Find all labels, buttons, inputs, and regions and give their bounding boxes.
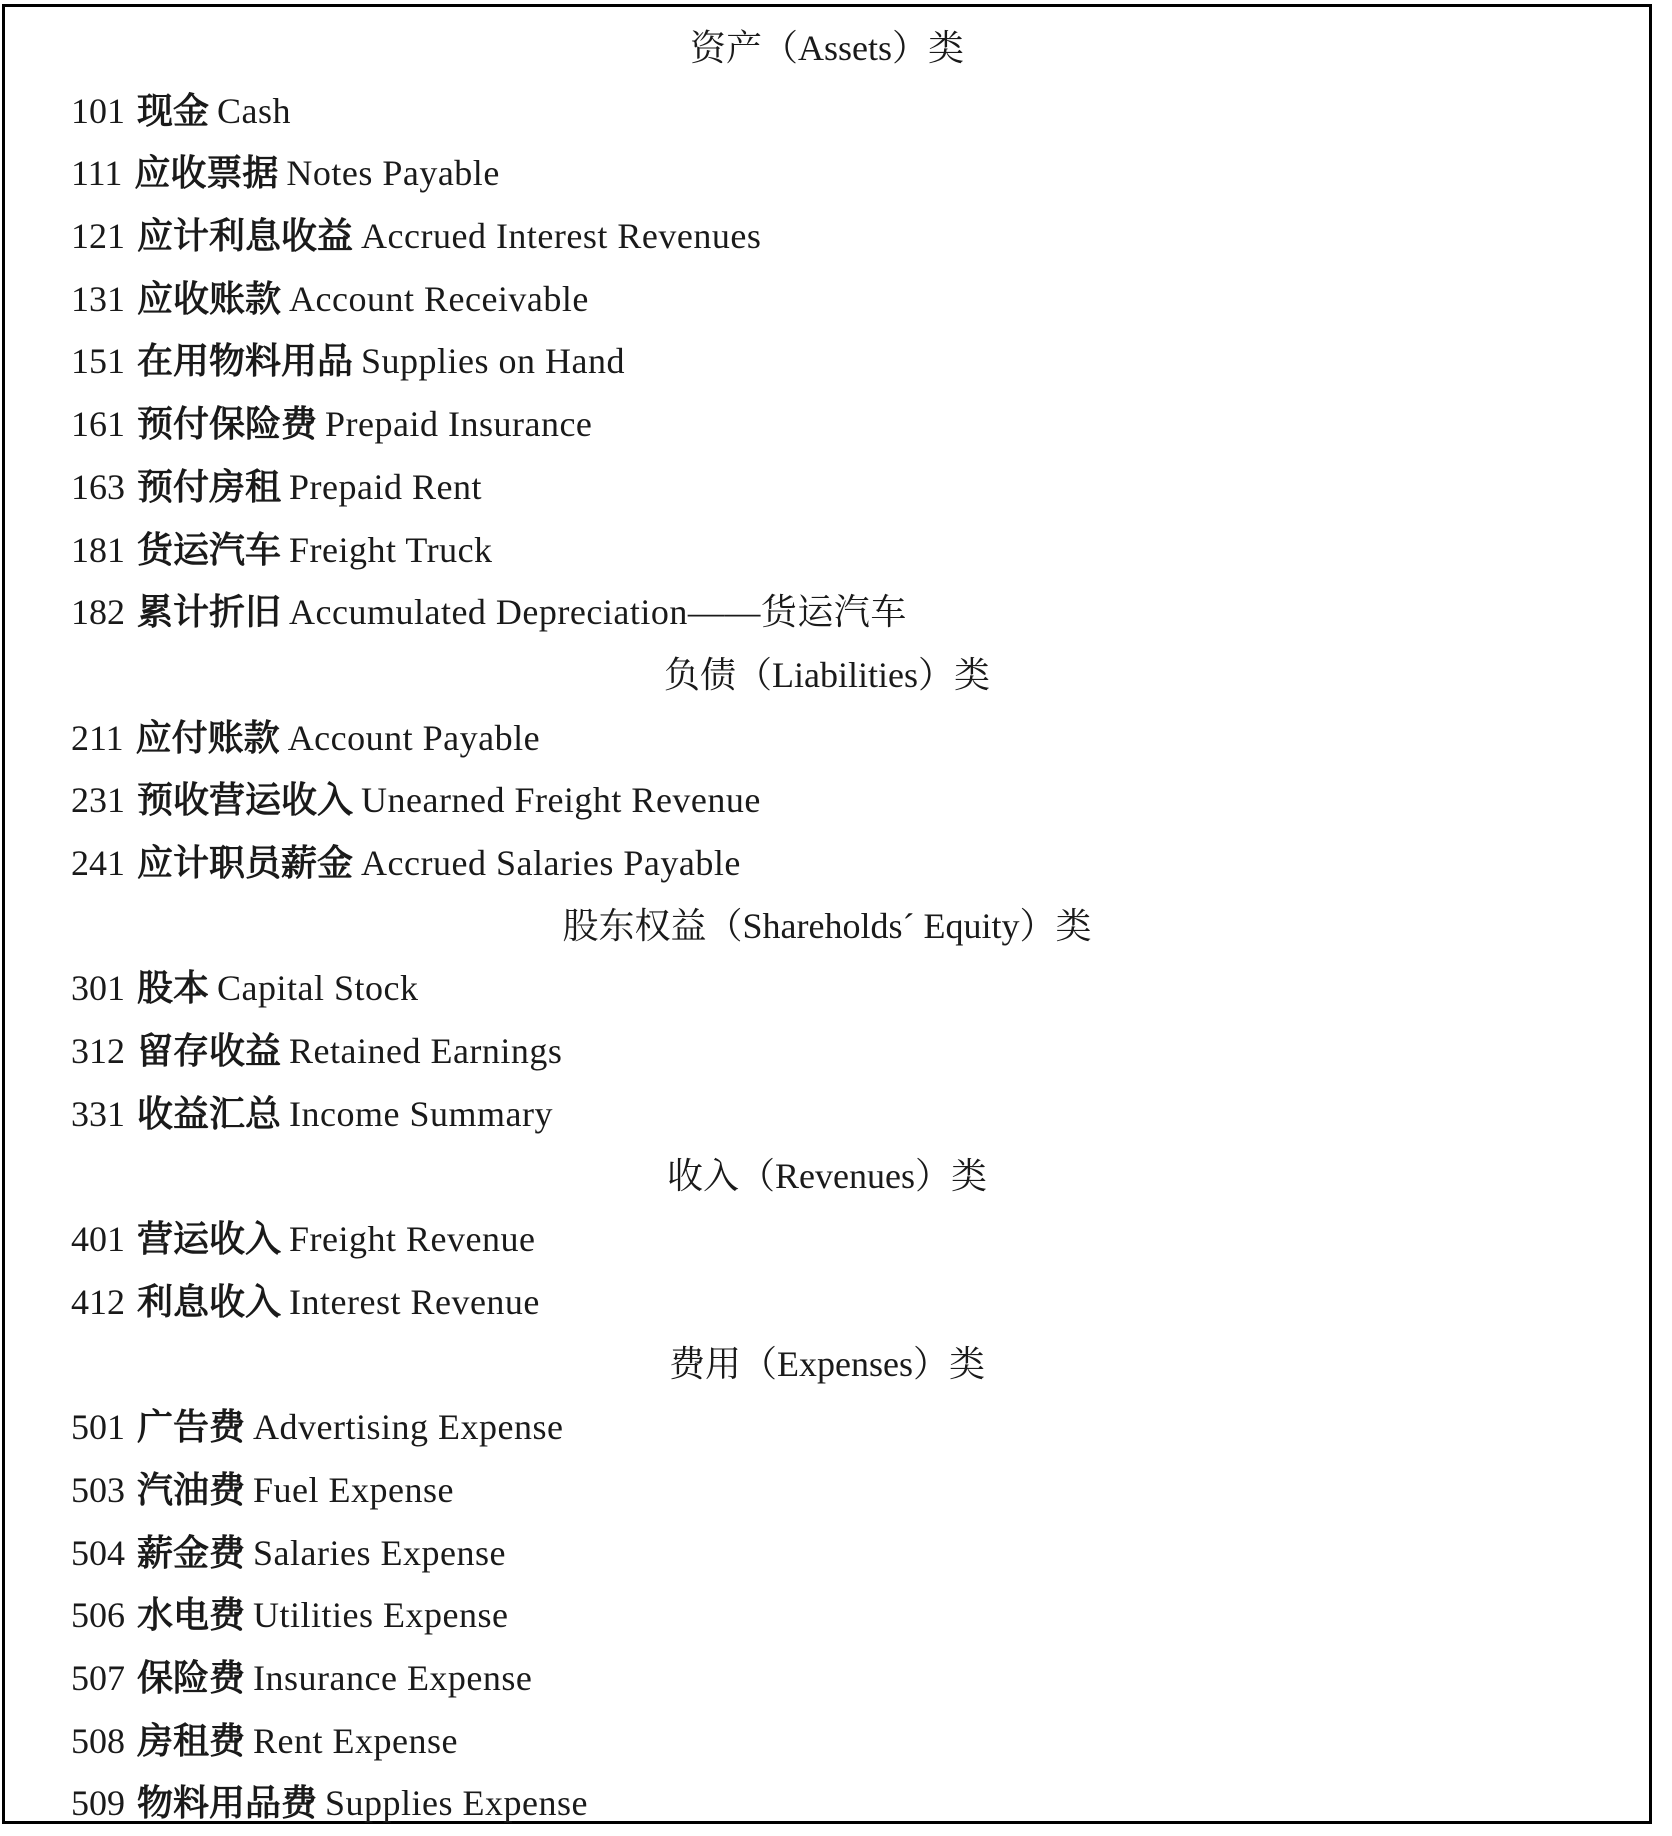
account-code: 101 (71, 90, 125, 131)
account-name-chinese: 利息收入 (137, 1281, 282, 1323)
account-row (5, 205, 1649, 268)
account-name-english: Advertising Expense (253, 1407, 564, 1448)
account-row (5, 1710, 1649, 1773)
account-name-chinese: 应计职员薪金 (137, 842, 354, 884)
account-list (5, 17, 1649, 1835)
account-code: 312 (71, 1031, 125, 1071)
account-name-english: Salaries Expense (253, 1532, 506, 1573)
account-row (5, 1083, 1649, 1146)
account-name-english: Prepaid Rent (289, 466, 482, 507)
account-name-chinese: 物料用品费 (137, 1783, 318, 1825)
account-code: 331 (71, 1093, 125, 1134)
account-row (5, 80, 1649, 143)
account-name-chinese: 股本 (137, 968, 210, 1010)
account-row (5, 832, 1649, 895)
account-code: 412 (71, 1281, 125, 1322)
account-code: 121 (71, 216, 125, 257)
account-code: 111 (71, 153, 123, 194)
account-name-chinese: 保险费 (137, 1657, 246, 1699)
account-name-english: Notes Payable (286, 153, 500, 194)
account-name-chinese: 水电费 (137, 1595, 246, 1637)
account-name-english: Accrued Interest Revenues (361, 216, 762, 257)
section-header: 收入（Revenues）类 (667, 1156, 987, 1197)
account-name-english: Account Receivable (289, 278, 589, 319)
account-name-english: Insurance Expense (253, 1657, 533, 1698)
account-name-chinese: 收益汇总 (137, 1093, 282, 1135)
account-name-english: Accumulated Depreciation——货运汽车 (289, 592, 907, 633)
account-name-chinese: 货运汽车 (137, 529, 282, 571)
account-row (5, 393, 1649, 456)
account-code: 401 (71, 1219, 125, 1260)
account-name-chinese: 汽油费 (137, 1469, 246, 1511)
account-name-chinese: 营运收入 (137, 1219, 282, 1261)
account-row (5, 1396, 1649, 1459)
account-name-english: Accrued Salaries Payable (361, 842, 741, 883)
chart-of-accounts-table (2, 4, 1652, 1824)
account-name-english: Account Payable (287, 717, 541, 758)
account-row (5, 1271, 1649, 1334)
section-header: 负债（Liabilities）类 (664, 654, 990, 695)
section-header: 资产（Assets）类 (689, 28, 964, 68)
account-row (5, 1522, 1649, 1585)
account-row (5, 1772, 1649, 1835)
account-name-english: Capital Stock (217, 968, 419, 1009)
account-row (5, 456, 1649, 519)
account-name-chinese: 应收票据 (134, 153, 279, 195)
section-header: 费用（Expenses）类 (669, 1344, 985, 1385)
account-name-chinese: 薪金费 (137, 1532, 246, 1574)
account-name-chinese: 预付房租 (137, 466, 282, 508)
account-name-english: Rent Expense (253, 1720, 458, 1761)
account-code: 241 (71, 842, 125, 883)
account-name-english: Income Summary (289, 1093, 553, 1134)
account-code: 507 (71, 1657, 125, 1698)
account-row (5, 519, 1649, 582)
account-name-chinese: 累计折旧 (137, 592, 282, 634)
account-name-chinese: 广告费 (137, 1407, 246, 1449)
account-name-english: Freight Revenue (289, 1219, 536, 1260)
account-name-chinese: 应收账款 (137, 278, 282, 320)
account-name-chinese: 在用物料用品 (137, 341, 354, 383)
account-code: 501 (71, 1407, 125, 1448)
account-row (5, 1020, 1649, 1083)
account-name-english: Unearned Freight Revenue (361, 780, 761, 821)
account-name-chinese: 应付账款 (135, 717, 280, 759)
account-name-chinese: 应计利息收益 (137, 216, 354, 258)
account-name-english: Fuel Expense (253, 1469, 454, 1510)
account-code: 504 (71, 1532, 125, 1573)
account-row (5, 1647, 1649, 1710)
account-name-english: Supplies on Hand (361, 341, 626, 382)
account-code: 161 (71, 404, 125, 445)
account-row (5, 1208, 1649, 1271)
account-row (5, 142, 1649, 205)
account-name-english: Interest Revenue (289, 1281, 540, 1322)
account-code: 509 (71, 1783, 125, 1824)
account-name-english: Cash (217, 90, 292, 131)
account-name-chinese: 房租费 (137, 1720, 246, 1762)
account-name-english: Retained Earnings (289, 1031, 563, 1071)
account-code: 508 (71, 1720, 125, 1761)
account-name-english: Prepaid Insurance (325, 404, 593, 445)
account-code: 301 (71, 968, 125, 1009)
account-code: 231 (71, 780, 125, 821)
account-row (5, 957, 1649, 1020)
account-name-chinese: 留存收益 (137, 1031, 282, 1072)
account-name-english: Utilities Expense (253, 1595, 509, 1636)
account-row (5, 1584, 1649, 1647)
account-code: 211 (71, 717, 124, 758)
account-name-chinese: 预收营运收入 (137, 780, 354, 822)
account-row (5, 330, 1649, 393)
account-code: 181 (71, 529, 125, 570)
account-name-english: Freight Truck (289, 529, 493, 570)
account-code: 506 (71, 1595, 125, 1636)
account-row (5, 1459, 1649, 1522)
account-row (5, 268, 1649, 331)
account-code: 503 (71, 1469, 125, 1510)
section-header: 股东权益（Shareholds´ Equity）类 (562, 905, 1092, 946)
account-row (5, 769, 1649, 832)
account-code: 151 (71, 341, 125, 382)
account-code: 182 (71, 592, 125, 633)
account-code: 131 (71, 278, 125, 319)
account-name-english: Supplies Expense (325, 1783, 588, 1824)
account-code: 163 (71, 466, 125, 507)
account-row (5, 707, 1649, 770)
account-name-chinese: 预付保险费 (137, 404, 318, 446)
account-name-chinese: 现金 (137, 90, 210, 132)
account-row (5, 581, 1649, 644)
